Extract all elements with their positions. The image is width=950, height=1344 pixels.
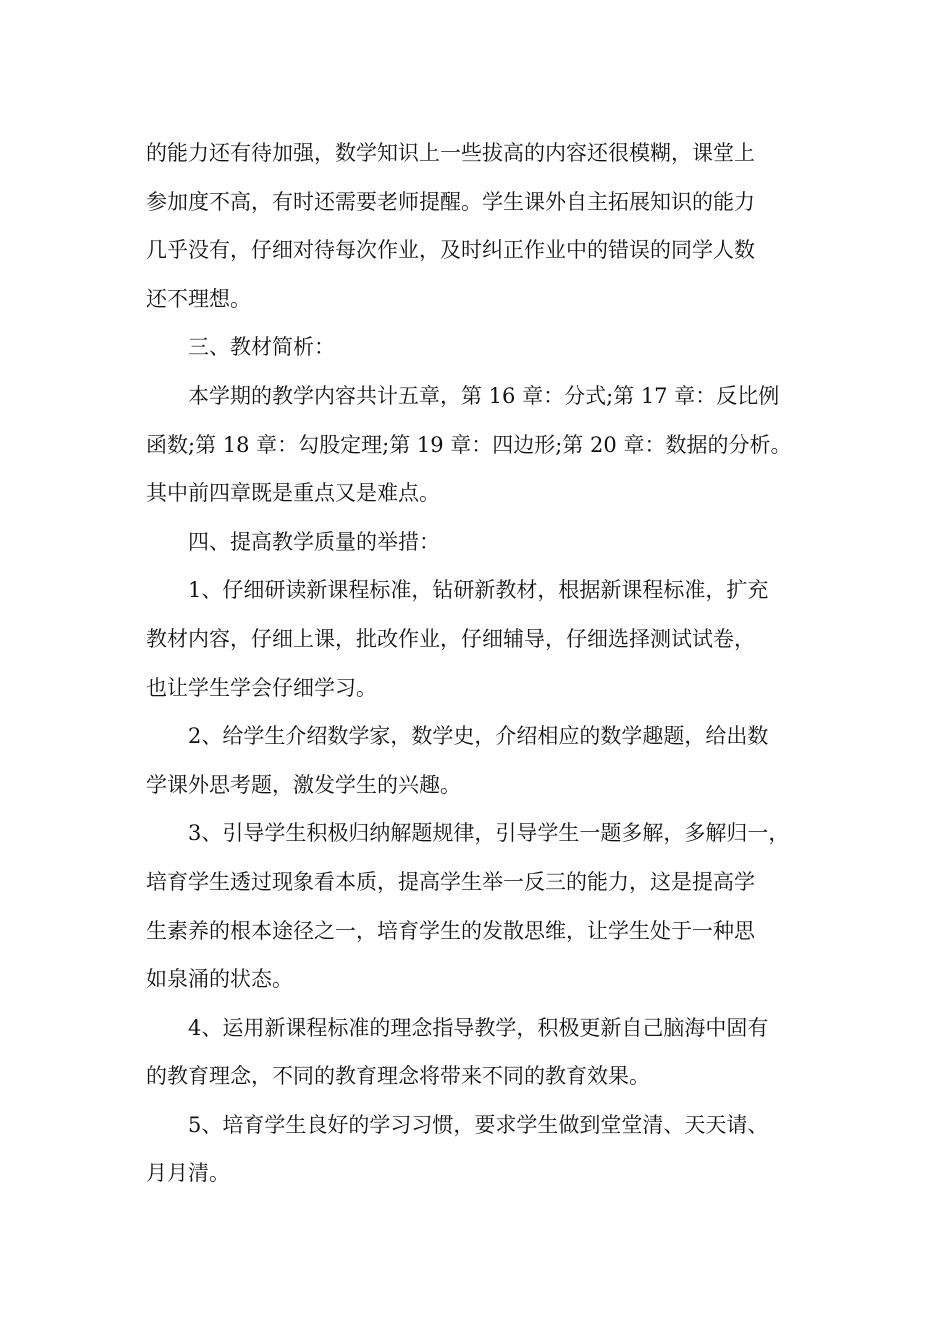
section-heading: 三、教材简析：: [188, 335, 335, 360]
body-line: 其中前四章既是重点又是难点。: [146, 481, 440, 506]
body-line: 教材内容，仔细上课，批改作业，仔细辅导，仔细选择测试试卷，: [146, 626, 755, 651]
body-line: 生素养的根本途径之一，培育学生的发散思维，让学生处于一种思: [146, 918, 755, 943]
body-line: 几乎没有，仔细对待每次作业，及时纠正作业中的错误的同学人数: [146, 238, 755, 263]
body-line: 5、培育学生良好的学习习惯，要求学生做到堂堂清、天天请、: [188, 1112, 769, 1137]
body-line: 函数;第 18 章：勾股定理;第 19 章：四边形;第 20 章：数据的分析。: [146, 432, 792, 457]
body-line: 月月清。: [146, 1161, 230, 1186]
body-line: 培育学生透过现象看本质，提高学生举一反三的能力，这是提高学: [146, 869, 755, 894]
body-line: 2、给学生介绍数学家，数学史，介绍相应的数学趣题，给出数: [188, 724, 769, 749]
document-body: [146, 129, 826, 1198]
body-line: 学课外思考题，激发学生的兴趣。: [146, 772, 461, 797]
section-heading: 四、提高教学质量的举措：: [188, 529, 440, 554]
body-line: 也让学生学会仔细学习。: [146, 675, 377, 700]
body-line: 还不理想。: [146, 286, 251, 311]
body-line: 参加度不高，有时还需要老师提醒。学生课外自主拓展知识的能力: [146, 189, 755, 214]
body-line: 1、仔细研读新课程标准，钻研新教材，根据新课程标准，扩充: [188, 578, 769, 603]
body-line: 本学期的教学内容共计五章，第 16 章：分式;第 17 章：反比例: [188, 383, 780, 408]
body-line: 如泉涌的状态。: [146, 967, 293, 992]
body-line: 的能力还有待加强，数学知识上一些拔高的内容还很模糊，课堂上: [146, 141, 755, 165]
body-line: 的教育理念，不同的教育理念将带来不同的教育效果。: [146, 1064, 650, 1089]
body-line: 3、引导学生积极归纳解题规律，引导学生一题多解，多解归一，: [188, 821, 790, 846]
body-line: 4、运用新课程标准的理念指导教学，积极更新自己脑海中固有: [188, 1015, 769, 1040]
